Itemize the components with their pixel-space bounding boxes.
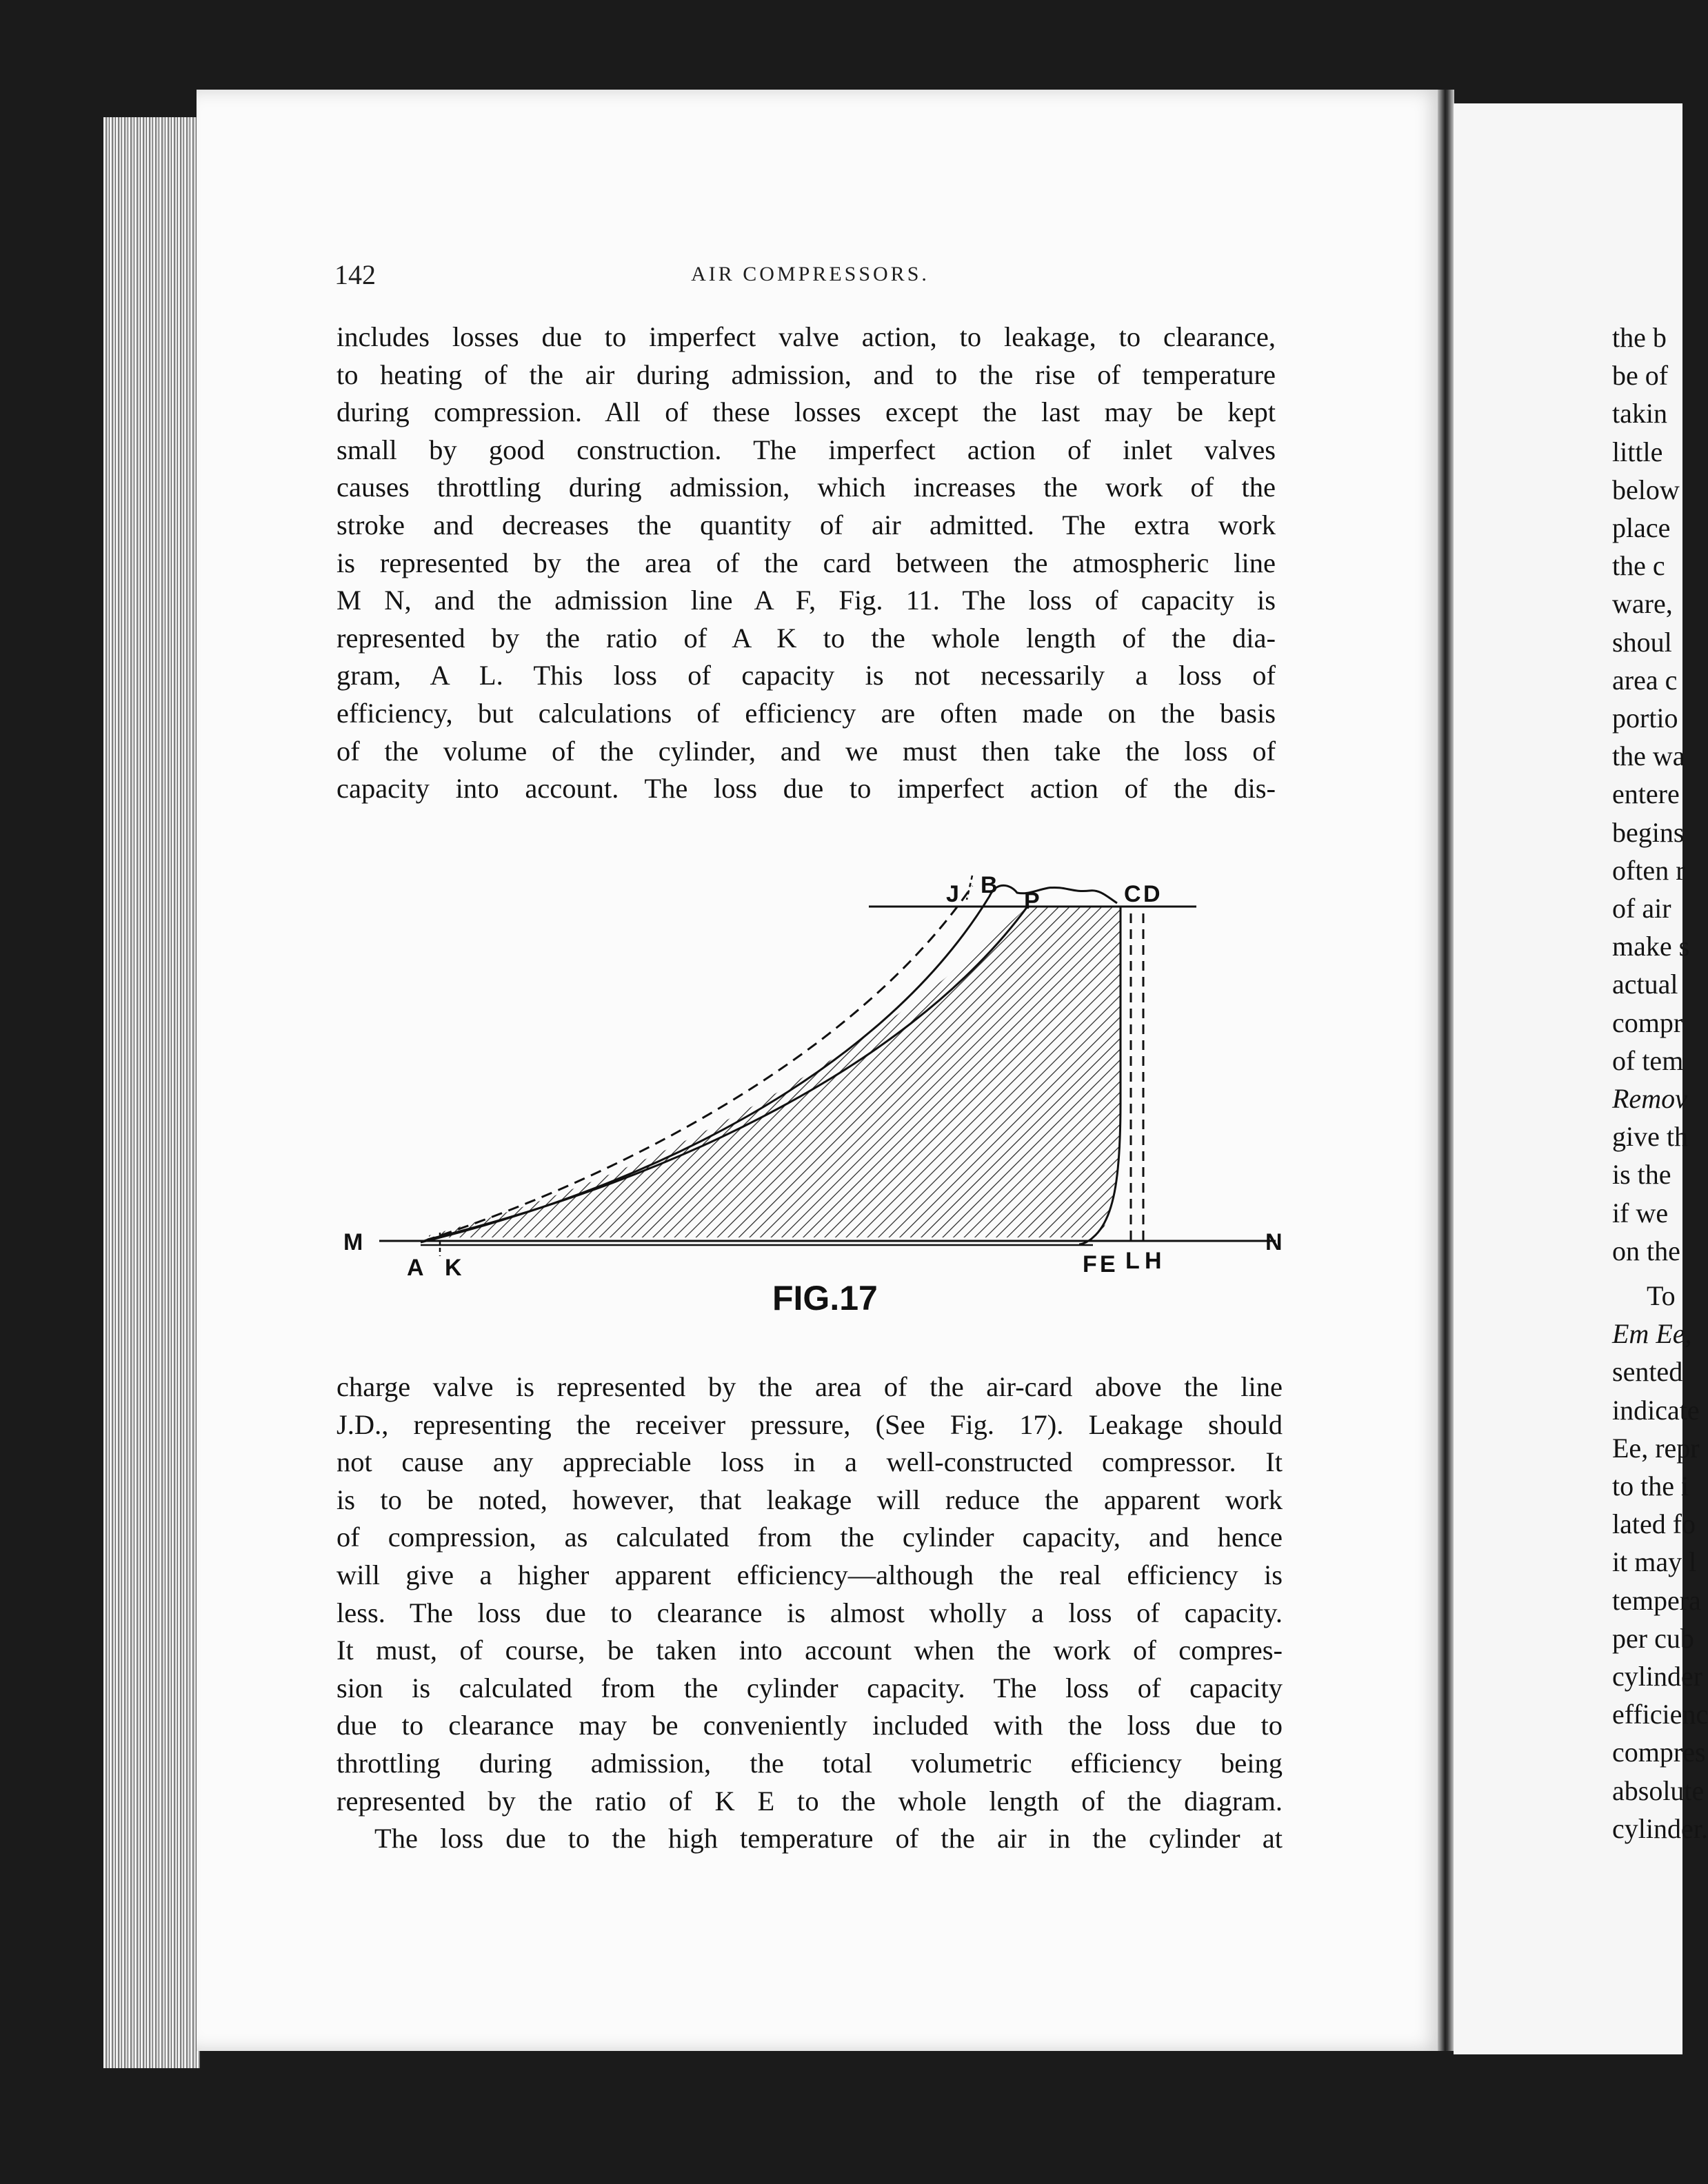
- label-m: M: [343, 1229, 363, 1255]
- text-line: gram, A L. This loss of capacity is not necessarily a loss of: [336, 660, 1276, 691]
- right-line: begins: [1612, 816, 1685, 848]
- right-line: compr: [1612, 1007, 1683, 1038]
- right-line: place: [1612, 512, 1671, 544]
- right-line: To: [1647, 1280, 1676, 1311]
- text-line: causes throttling during admission, which increases the work of the: [336, 472, 1276, 503]
- right-line: tempera: [1612, 1584, 1701, 1616]
- right-line: Ee, repr: [1612, 1432, 1700, 1464]
- right-line: Remov: [1612, 1083, 1687, 1115]
- text-line: represented by the ratio of K E to the whole length of the diagram.: [336, 1785, 1283, 1817]
- text-line: It must, of course, be taken into account when the work of compres-: [336, 1635, 1283, 1666]
- right-line: of tem: [1612, 1044, 1684, 1076]
- text-line: is represented by the area of the card between the atmospheric line: [336, 547, 1276, 578]
- label-a: A: [407, 1255, 424, 1281]
- right-line: below: [1612, 474, 1680, 505]
- right-line: if we: [1612, 1197, 1669, 1228]
- right-line: it may l: [1612, 1546, 1697, 1578]
- text-line: due to clearance may be conveniently included with the loss due to: [336, 1710, 1283, 1741]
- running-head: [334, 259, 1286, 300]
- right-line: absolute: [1612, 1775, 1705, 1806]
- right-line: often r: [1612, 854, 1685, 886]
- right-line: area c: [1612, 664, 1678, 696]
- right-line: make s: [1612, 931, 1690, 962]
- text-line: M N, and the admission line A F, Fig. 11. The loss of capacity is: [336, 585, 1276, 616]
- hatched-region: [429, 907, 1121, 1237]
- text-line: represented by the ratio of A K to the whole length of the dia-: [336, 622, 1276, 654]
- right-line: per cub: [1612, 1622, 1694, 1654]
- text-line: small by good construction. The imperfect action of inlet valves: [336, 434, 1276, 465]
- figure-caption: FIG.17: [772, 1279, 878, 1317]
- text-line: J.D., representing the receiver pressure, (See Fig. 17). Leakage should: [336, 1408, 1283, 1440]
- right-line: little: [1612, 436, 1663, 467]
- text-line: includes losses due to imperfect valve action, to leakage, to clearance,: [336, 321, 1276, 352]
- bottom-paragraph: [336, 1368, 1283, 1858]
- right-line: cylinder: [1612, 1661, 1703, 1692]
- text-line: during compression. All of these losses except the last may be kept: [336, 396, 1276, 428]
- right-line: sented: [1612, 1356, 1683, 1388]
- label-l: L: [1125, 1248, 1140, 1274]
- text-line: is to be noted, however, that leakage will reduce the apparent work: [336, 1484, 1283, 1515]
- figure-17: [338, 855, 1317, 1337]
- right-page-text-bottom: [1612, 1277, 1708, 1848]
- right-line: takin: [1612, 398, 1667, 429]
- right-line: ware,: [1612, 588, 1673, 620]
- text-line: to heating of the air during admission, and to the rise of temperature: [336, 358, 1276, 390]
- right-line: give th: [1612, 1121, 1688, 1153]
- right-line: be of: [1612, 360, 1669, 392]
- top-paragraph: [336, 318, 1276, 808]
- right-line: is the: [1612, 1159, 1671, 1191]
- right-line: entere: [1612, 778, 1680, 810]
- text-line: efficiency, but calculations of efficiency are often made on the basis: [336, 697, 1276, 729]
- label-p: P: [1024, 888, 1040, 914]
- text-line-indented: The loss due to the high temperature of the air in the cylinder at: [374, 1823, 1283, 1854]
- page-number: 142: [334, 259, 376, 290]
- label-k: K: [445, 1255, 462, 1281]
- right-line: the b: [1612, 322, 1667, 353]
- text-line: charge valve is represented by the area of the air-card above the line: [336, 1371, 1283, 1402]
- right-line: portio: [1612, 702, 1678, 734]
- text-line: throttling during admission, the total volumetric efficiency being: [336, 1747, 1283, 1779]
- page-stack-edge: [103, 117, 200, 2068]
- right-line: actual: [1612, 969, 1678, 1000]
- text-line: of the volume of the cylinder, and we must then take the loss of: [336, 735, 1276, 767]
- label-h: H: [1145, 1248, 1162, 1274]
- text-line: of compression, as calculated from the cylinder capacity, and hence: [336, 1521, 1283, 1553]
- right-line: to the i: [1612, 1470, 1689, 1502]
- right-line: of air: [1612, 893, 1671, 924]
- running-title: AIR COMPRESSORS.: [691, 263, 930, 285]
- right-line: efficienc: [1612, 1699, 1708, 1730]
- right-line: indicate: [1612, 1394, 1700, 1426]
- right-line: the wa: [1612, 740, 1685, 772]
- label-j: J: [946, 881, 959, 907]
- right-line: compres: [1612, 1737, 1706, 1768]
- label-d: D: [1143, 881, 1161, 907]
- label-e: E: [1100, 1251, 1116, 1277]
- right-line: shoul: [1612, 626, 1672, 658]
- label-f: F: [1083, 1251, 1097, 1277]
- indicator-card-diagram: [338, 855, 1317, 1337]
- text-line: capacity into account. The loss due to imperfect action of the dis-: [336, 773, 1276, 805]
- label-b: B: [981, 872, 998, 898]
- text-line: will give a higher apparent efficiency—although the real efficiency is: [336, 1559, 1283, 1590]
- label-c: C: [1124, 881, 1141, 907]
- right-line: cylinder.: [1612, 1812, 1708, 1844]
- text-line: stroke and decreases the quantity of air admitted. The extra work: [336, 509, 1276, 540]
- text-line: less. The loss due to clearance is almost wholly a loss of capacity.: [336, 1597, 1283, 1628]
- book-gutter: [1438, 90, 1454, 2051]
- text-line: sion is calculated from the cylinder capacity. The loss of capacity: [336, 1672, 1283, 1703]
- label-n: N: [1265, 1229, 1283, 1255]
- right-line: lated fo: [1612, 1508, 1696, 1540]
- text-line: not cause any appreciable loss in a well-constructed compressor. It: [336, 1446, 1283, 1478]
- right-line: the c: [1612, 550, 1665, 582]
- j-tick: [967, 876, 972, 900]
- right-line: on the: [1612, 1235, 1680, 1266]
- right-line: Em Ee,: [1612, 1318, 1692, 1350]
- right-page-text-top: [1612, 318, 1695, 1270]
